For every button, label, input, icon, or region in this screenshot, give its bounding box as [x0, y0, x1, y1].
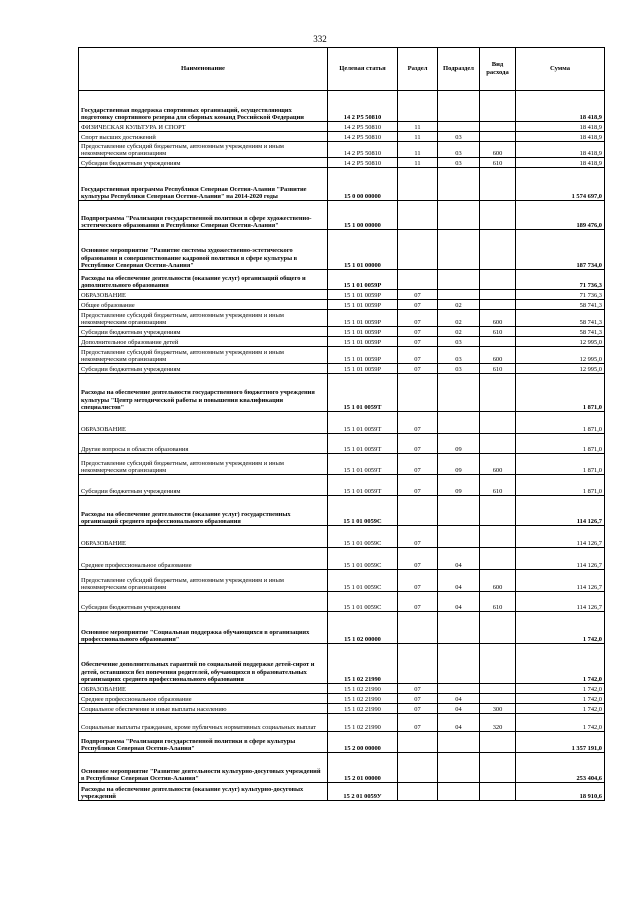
cell-section — [398, 168, 438, 201]
table-row — [79, 142, 605, 158]
cell-subsection — [438, 374, 480, 412]
cell-section: 07 — [398, 684, 438, 694]
cell-expense-type — [480, 732, 516, 753]
header-subsection: Подраздел — [438, 48, 480, 91]
cell-amount: 114 126,7 — [516, 496, 605, 526]
cell-expense-type — [480, 300, 516, 310]
cell-code: 15 1 01 0059С — [328, 496, 398, 526]
cell-section: 07 — [398, 300, 438, 310]
cell-section: 11 — [398, 158, 438, 168]
cell-expense-type — [480, 783, 516, 801]
cell-name: Предоставление субсидий бюджетным, автономным учреждениям и иным некоммерческим организациям — [79, 142, 328, 158]
cell-amount: 71 736,3 — [516, 270, 605, 290]
cell-name: Среднее профессиональное образование — [79, 548, 328, 570]
cell-subsection: 04 — [438, 592, 480, 612]
table-row — [79, 122, 605, 132]
cell-code: 15 2 00 00000 — [328, 732, 398, 753]
cell-expense-type: 600 — [480, 310, 516, 327]
cell-code: 15 1 01 0059Т — [328, 454, 398, 475]
cell-code: 15 1 01 0059Р — [328, 270, 398, 290]
cell-amount: 58 741,3 — [516, 310, 605, 327]
table-row — [79, 783, 605, 801]
cell-code: 15 1 02 21990 — [328, 644, 398, 684]
table-row — [79, 158, 605, 168]
table-row — [79, 168, 605, 201]
cell-subsection: 04 — [438, 570, 480, 592]
cell-amount: 1 742,0 — [516, 644, 605, 684]
cell-subsection — [438, 732, 480, 753]
cell-section — [398, 496, 438, 526]
table-row — [79, 704, 605, 714]
cell-code: 14 2 P5 50810 — [328, 158, 398, 168]
cell-code: 15 1 02 21990 — [328, 704, 398, 714]
cell-subsection — [438, 526, 480, 548]
cell-section: 07 — [398, 327, 438, 337]
cell-code: 15 1 01 0059Р — [328, 364, 398, 374]
cell-name: Социальные выплаты гражданам, кроме публичных нормативных социальных выплат — [79, 714, 328, 732]
cell-amount: 18 418,9 — [516, 122, 605, 132]
table-row — [79, 374, 605, 412]
table-row — [79, 714, 605, 732]
cell-subsection: 03 — [438, 364, 480, 374]
header-expense-type: Вид расхода — [480, 48, 516, 91]
page-number: 332 — [313, 34, 327, 44]
cell-amount: 1 871,0 — [516, 475, 605, 496]
cell-expense-type: 610 — [480, 364, 516, 374]
cell-amount: 12 995,0 — [516, 347, 605, 364]
cell-subsection: 02 — [438, 300, 480, 310]
cell-code: 15 1 01 0059Р — [328, 310, 398, 327]
cell-name: Основное мероприятие "Развитие деятельности культурно-досуговых учреждений в Республике Северная Осетия-Алания" — [79, 753, 328, 783]
cell-code: 15 1 01 0059Т — [328, 412, 398, 434]
cell-expense-type: 610 — [480, 592, 516, 612]
cell-subsection: 09 — [438, 434, 480, 454]
cell-section: 07 — [398, 310, 438, 327]
cell-code: 15 1 01 0059Р — [328, 290, 398, 300]
cell-expense-type — [480, 753, 516, 783]
cell-amount: 1 742,0 — [516, 684, 605, 694]
cell-expense-type: 600 — [480, 454, 516, 475]
cell-name: Основное мероприятие "Развитие системы художественно-эстетического образования и совершенствование кадровой политики в сфере культуры в Республике Северная Осетия-Алания" — [79, 230, 328, 270]
cell-code: 15 2 01 0059У — [328, 783, 398, 801]
table-row — [79, 732, 605, 753]
header-section: Раздел — [398, 48, 438, 91]
table-row — [79, 347, 605, 364]
cell-code: 15 0 00 00000 — [328, 168, 398, 201]
cell-section: 07 — [398, 704, 438, 714]
cell-name: Расходы на обеспечение деятельности (оказание услуг) культурно-досуговых учреждений — [79, 783, 328, 801]
cell-section — [398, 732, 438, 753]
cell-expense-type — [480, 684, 516, 694]
cell-amount: 114 126,7 — [516, 592, 605, 612]
cell-expense-type: 610 — [480, 475, 516, 496]
cell-code: 15 1 01 0059Р — [328, 347, 398, 364]
cell-expense-type — [480, 434, 516, 454]
cell-code: 15 1 00 00000 — [328, 201, 398, 230]
table-row — [79, 592, 605, 612]
cell-section — [398, 644, 438, 684]
cell-amount: 18 418,9 — [516, 158, 605, 168]
cell-section: 07 — [398, 570, 438, 592]
cell-code: 14 2 P5 50810 — [328, 122, 398, 132]
cell-section — [398, 270, 438, 290]
cell-amount: 18 418,9 — [516, 91, 605, 122]
cell-name: Общее образование — [79, 300, 328, 310]
cell-code: 15 1 01 0059Т — [328, 374, 398, 412]
cell-expense-type: 300 — [480, 704, 516, 714]
table-row — [79, 570, 605, 592]
cell-name: Подпрограмма "Реализация государственной политики в сфере художественно-эстетического образования в Республике Северная Осетия-Алания" — [79, 201, 328, 230]
table-row — [79, 475, 605, 496]
cell-subsection: 02 — [438, 310, 480, 327]
cell-expense-type — [480, 612, 516, 644]
cell-expense-type: 320 — [480, 714, 516, 732]
table-row — [79, 91, 605, 122]
cell-name: Расходы на обеспечение деятельности (оказание услуг) государственных организаций среднего профессионального образования — [79, 496, 328, 526]
cell-subsection — [438, 230, 480, 270]
header-amount: Сумма — [516, 48, 605, 91]
cell-subsection — [438, 122, 480, 132]
cell-subsection: 03 — [438, 347, 480, 364]
cell-amount: 12 995,0 — [516, 337, 605, 347]
cell-name: Расходы на обеспечение деятельности государственного бюджетного учреждения культуры "Центр методической работы и повышения квалификации специалистов" — [79, 374, 328, 412]
cell-section — [398, 753, 438, 783]
table-row — [79, 496, 605, 526]
cell-expense-type: 600 — [480, 142, 516, 158]
cell-subsection: 04 — [438, 694, 480, 704]
cell-name: Среднее профессиональное образование — [79, 694, 328, 704]
cell-amount: 1 574 697,0 — [516, 168, 605, 201]
cell-name: Предоставление субсидий бюджетным, автономным учреждениям и иным некоммерческим организациям — [79, 347, 328, 364]
table-row — [79, 337, 605, 347]
cell-name: ОБРАЗОВАНИЕ — [79, 526, 328, 548]
cell-section — [398, 230, 438, 270]
cell-subsection — [438, 612, 480, 644]
cell-expense-type — [480, 290, 516, 300]
cell-code: 15 1 01 0059Т — [328, 434, 398, 454]
cell-subsection — [438, 644, 480, 684]
cell-expense-type — [480, 548, 516, 570]
cell-amount: 189 476,0 — [516, 201, 605, 230]
cell-name: ОБРАЗОВАНИЕ — [79, 684, 328, 694]
cell-code: 15 1 02 21990 — [328, 714, 398, 732]
cell-code: 15 2 01 00000 — [328, 753, 398, 783]
cell-section: 07 — [398, 526, 438, 548]
table-row — [79, 412, 605, 434]
cell-code: 15 1 01 0059Т — [328, 475, 398, 496]
cell-amount: 187 734,0 — [516, 230, 605, 270]
table-row — [79, 290, 605, 300]
cell-expense-type — [480, 270, 516, 290]
cell-name: Социальное обеспечение и иные выплаты населению — [79, 704, 328, 714]
cell-section: 07 — [398, 694, 438, 704]
cell-subsection — [438, 91, 480, 122]
cell-expense-type — [480, 374, 516, 412]
cell-expense-type — [480, 526, 516, 548]
cell-section: 11 — [398, 122, 438, 132]
cell-name: ОБРАЗОВАНИЕ — [79, 412, 328, 434]
cell-section — [398, 783, 438, 801]
cell-section: 07 — [398, 548, 438, 570]
table-row — [79, 612, 605, 644]
table-row — [79, 694, 605, 704]
cell-amount: 1 871,0 — [516, 454, 605, 475]
cell-section: 07 — [398, 475, 438, 496]
cell-code: 15 1 02 00000 — [328, 612, 398, 644]
cell-code: 15 1 01 0059Р — [328, 300, 398, 310]
cell-expense-type — [480, 337, 516, 347]
cell-amount: 1 742,0 — [516, 612, 605, 644]
cell-subsection — [438, 201, 480, 230]
cell-subsection: 09 — [438, 454, 480, 475]
cell-expense-type — [480, 168, 516, 201]
cell-section — [398, 201, 438, 230]
cell-name: Обеспечение дополнительных гарантий по социальной поддержке детей-сирот и детей, оставшихся без попечения родителей, обучающихся в образовательных организациях среднего профессионального образования — [79, 644, 328, 684]
cell-expense-type — [480, 496, 516, 526]
table-row — [79, 230, 605, 270]
cell-amount: 1 871,0 — [516, 434, 605, 454]
cell-subsection: 09 — [438, 475, 480, 496]
cell-subsection — [438, 753, 480, 783]
cell-code: 15 1 01 0059С — [328, 548, 398, 570]
header-code: Целевая статья — [328, 48, 398, 91]
cell-section: 07 — [398, 364, 438, 374]
cell-expense-type — [480, 91, 516, 122]
cell-subsection: 04 — [438, 704, 480, 714]
cell-name: Государственная программа Республики Северная Осетия-Алания "Развитие культуры Республики Северная Осетия-Алания" на 2014-2020 годы — [79, 168, 328, 201]
cell-subsection: 03 — [438, 337, 480, 347]
cell-section: 07 — [398, 454, 438, 475]
table-row — [79, 310, 605, 327]
table-row — [79, 434, 605, 454]
table-row — [79, 684, 605, 694]
cell-section: 07 — [398, 337, 438, 347]
cell-expense-type — [480, 230, 516, 270]
cell-code: 15 1 02 21990 — [328, 684, 398, 694]
cell-name: Предоставление субсидий бюджетным, автономным учреждениям и иным некоммерческим организациям — [79, 570, 328, 592]
table-row — [79, 364, 605, 374]
cell-code: 15 1 01 0059С — [328, 570, 398, 592]
cell-name: Субсидии бюджетным учреждениям — [79, 327, 328, 337]
cell-section: 11 — [398, 132, 438, 142]
cell-subsection: 03 — [438, 158, 480, 168]
cell-subsection: 03 — [438, 132, 480, 142]
cell-amount: 12 995,0 — [516, 364, 605, 374]
cell-expense-type: 610 — [480, 158, 516, 168]
cell-section: 07 — [398, 412, 438, 434]
cell-name: Субсидии бюджетным учреждениям — [79, 364, 328, 374]
cell-code: 15 1 01 0059Р — [328, 337, 398, 347]
cell-amount: 114 126,7 — [516, 570, 605, 592]
cell-subsection — [438, 270, 480, 290]
cell-section — [398, 612, 438, 644]
cell-code: 15 1 01 00000 — [328, 230, 398, 270]
cell-subsection — [438, 168, 480, 201]
cell-subsection: 02 — [438, 327, 480, 337]
cell-amount: 18 910,6 — [516, 783, 605, 801]
cell-subsection: 04 — [438, 548, 480, 570]
table-row — [79, 753, 605, 783]
cell-expense-type — [480, 644, 516, 684]
cell-amount: 1 742,0 — [516, 694, 605, 704]
cell-expense-type — [480, 201, 516, 230]
cell-code: 15 1 01 0059С — [328, 526, 398, 548]
cell-amount: 58 741,3 — [516, 300, 605, 310]
table-row — [79, 270, 605, 290]
table-row — [79, 300, 605, 310]
cell-amount: 114 126,7 — [516, 526, 605, 548]
cell-amount: 18 418,9 — [516, 142, 605, 158]
cell-subsection — [438, 496, 480, 526]
cell-expense-type — [480, 122, 516, 132]
cell-name: Предоставление субсидий бюджетным, автономным учреждениям и иным некоммерческим организациям — [79, 310, 328, 327]
table-row — [79, 526, 605, 548]
cell-code: 14 2 P5 50810 — [328, 142, 398, 158]
table-body — [79, 91, 605, 801]
cell-expense-type: 600 — [480, 347, 516, 364]
cell-section — [398, 374, 438, 412]
cell-name: Государственная поддержка спортивных организаций, осуществляющих подготовку спортивного резерва для сборных команд Российской Федерации — [79, 91, 328, 122]
cell-section: 11 — [398, 142, 438, 158]
header-name: Наименование — [79, 48, 328, 91]
cell-code: 15 1 01 0059Р — [328, 327, 398, 337]
cell-section: 07 — [398, 290, 438, 300]
cell-expense-type — [480, 694, 516, 704]
cell-name: Основное мероприятие "Социальная поддержка обучающихся в организациях профессионального образования" — [79, 612, 328, 644]
cell-amount: 71 736,3 — [516, 290, 605, 300]
cell-subsection — [438, 684, 480, 694]
cell-code: 15 1 02 21990 — [328, 694, 398, 704]
cell-section: 07 — [398, 434, 438, 454]
table-row — [79, 201, 605, 230]
cell-amount: 1 742,0 — [516, 714, 605, 732]
cell-code: 14 2 P5 50810 — [328, 91, 398, 122]
cell-expense-type: 600 — [480, 570, 516, 592]
cell-amount: 1 871,0 — [516, 374, 605, 412]
cell-section: 07 — [398, 347, 438, 364]
cell-subsection: 03 — [438, 142, 480, 158]
cell-name: Предоставление субсидий бюджетным, автономным учреждениям и иным некоммерческим организациям — [79, 454, 328, 475]
cell-name: ОБРАЗОВАНИЕ — [79, 290, 328, 300]
cell-subsection — [438, 783, 480, 801]
cell-name: Спорт высших достижений — [79, 132, 328, 142]
cell-subsection: 04 — [438, 714, 480, 732]
cell-amount: 1 871,0 — [516, 412, 605, 434]
cell-code: 14 2 P5 50810 — [328, 132, 398, 142]
table-row — [79, 644, 605, 684]
cell-expense-type — [480, 132, 516, 142]
table-header-row — [79, 48, 605, 91]
cell-expense-type: 610 — [480, 327, 516, 337]
cell-amount: 1 357 191,0 — [516, 732, 605, 753]
cell-amount: 18 418,9 — [516, 132, 605, 142]
cell-name: ФИЗИЧЕСКАЯ КУЛЬТУРА И СПОРТ — [79, 122, 328, 132]
cell-subsection — [438, 412, 480, 434]
table-row — [79, 132, 605, 142]
table-row — [79, 327, 605, 337]
table-row — [79, 548, 605, 570]
cell-name: Дополнительное образование детей — [79, 337, 328, 347]
cell-code: 15 1 01 0059С — [328, 592, 398, 612]
budget-table — [78, 47, 605, 801]
cell-expense-type — [480, 412, 516, 434]
cell-name: Расходы на обеспечение деятельности (оказание услуг) организаций общего и дополнительного образования — [79, 270, 328, 290]
cell-subsection — [438, 290, 480, 300]
cell-name: Другие вопросы в области образования — [79, 434, 328, 454]
cell-amount: 114 126,7 — [516, 548, 605, 570]
cell-section — [398, 91, 438, 122]
cell-section: 07 — [398, 714, 438, 732]
table-row — [79, 454, 605, 475]
cell-name: Подпрограмма "Реализация государственной политики в сфере культуры Республики Северная Осетия-Алания" — [79, 732, 328, 753]
cell-name: Субсидии бюджетным учреждениям — [79, 158, 328, 168]
cell-name: Субсидии бюджетным учреждениям — [79, 475, 328, 496]
cell-amount: 58 741,3 — [516, 327, 605, 337]
cell-amount: 253 404,6 — [516, 753, 605, 783]
cell-section: 07 — [398, 592, 438, 612]
cell-name: Субсидии бюджетным учреждениям — [79, 592, 328, 612]
cell-amount: 1 742,0 — [516, 704, 605, 714]
